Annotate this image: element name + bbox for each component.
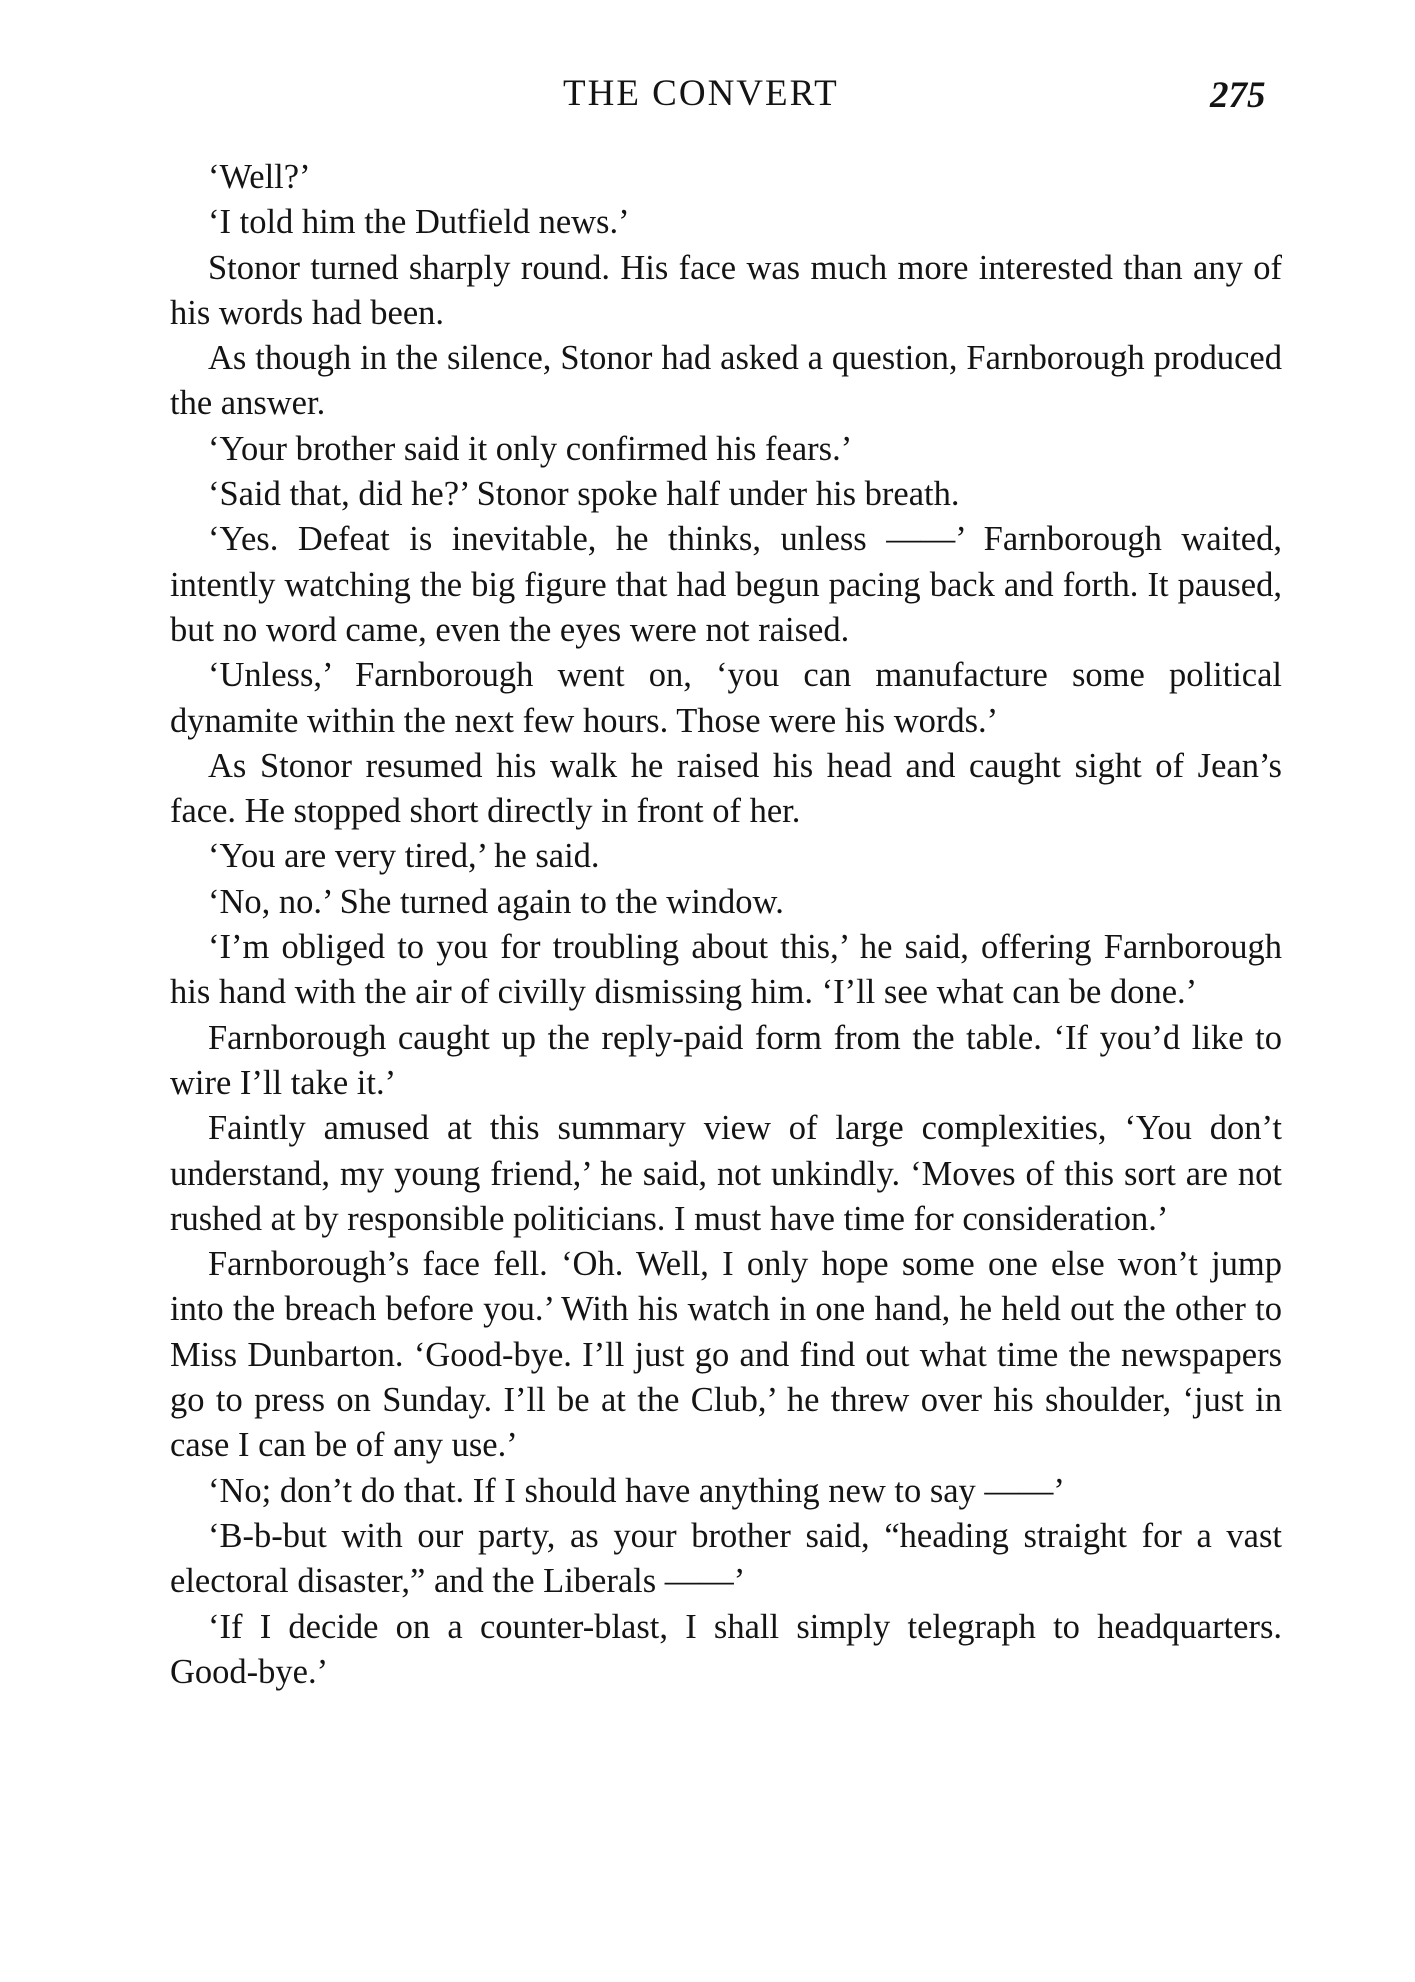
paragraph: ‘Yes. Defeat is inevitable, he thinks, unless ——’ Farnborough waited, intently watching the big figure that had begun pacing back and forth. It paused, but no word came, even the eyes were not raised. [170, 520, 1282, 649]
paragraph: ‘You are very tired,’ he said. [208, 837, 600, 876]
paragraph: ‘I’m obliged to you for troubling about this,’ he said, offering Farnborough his hand with the air of civilly dismissing him. ‘I’ll see what can be done.’ [170, 928, 1282, 1012]
paragraph: ‘I told him the Dutfield news.’ [208, 203, 630, 242]
running-head [0, 72, 1415, 122]
running-title: THE CONVERT [563, 73, 839, 114]
paragraph: As Stonor resumed his walk he raised his head and caught sight of Jean’s face. He stopped short directly in front of her. [170, 746, 1282, 831]
paragraph: ‘B-b-but with our party, as your brother said, “heading straight for a vast electoral disaster,” and the Liberals ——’ [170, 1516, 1282, 1601]
paragraph: Farnborough’s face fell. ‘Oh. Well, I only hope some one else won’t jump into the breach before you.’ With his watch in one hand, he held out the other to Miss Dunbarton. ‘Good-bye. I’ll just go and find out what time the newspapers go to press on Sunday. I’ll be at the Club,’ he threw over his shoulder, ‘just in case I can be of any use.’ [170, 1245, 1282, 1465]
paragraph: ‘Well?’ [208, 158, 311, 196]
paragraph: ‘No, no.’ She turned again to the window. [208, 882, 784, 921]
paragraph: Stonor turned sharply round. His face was much more interested than any of his words had been. [170, 248, 1282, 332]
paragraph: ‘Unless,’ Farnborough went on, ‘you can manufacture some political dynamite within the next few hours. Those were his words.’ [170, 656, 1282, 740]
paragraph: ‘Said that, did he?’ Stonor spoke half under his breath. [208, 475, 960, 514]
paragraph: Farnborough caught up the reply-paid form from the table. ‘If you’d like to wire I’ll take it.’ [170, 1018, 1282, 1102]
page-number: 275 [1210, 75, 1266, 116]
paragraph: ‘If I decide on a counter-blast, I shall simply telegraph to headquarters. Good-bye.’ [170, 1607, 1282, 1691]
paragraph: ‘No; don’t do that. If I should have anything new to say ——’ [208, 1471, 1065, 1510]
paragraph: ‘Your brother said it only confirmed his fears.’ [208, 429, 853, 468]
paragraph: As though in the silence, Stonor had asked a question, Farnborough produced the answer. [170, 339, 1282, 423]
paragraph: Faintly amused at this summary view of large complexities, ‘You don’t understand, my young friend,’ he said, not unkindly. ‘Moves of this sort are not rushed at by responsible politicians. I must have time for consideration.’ [170, 1109, 1282, 1238]
body-text [170, 155, 1282, 1695]
